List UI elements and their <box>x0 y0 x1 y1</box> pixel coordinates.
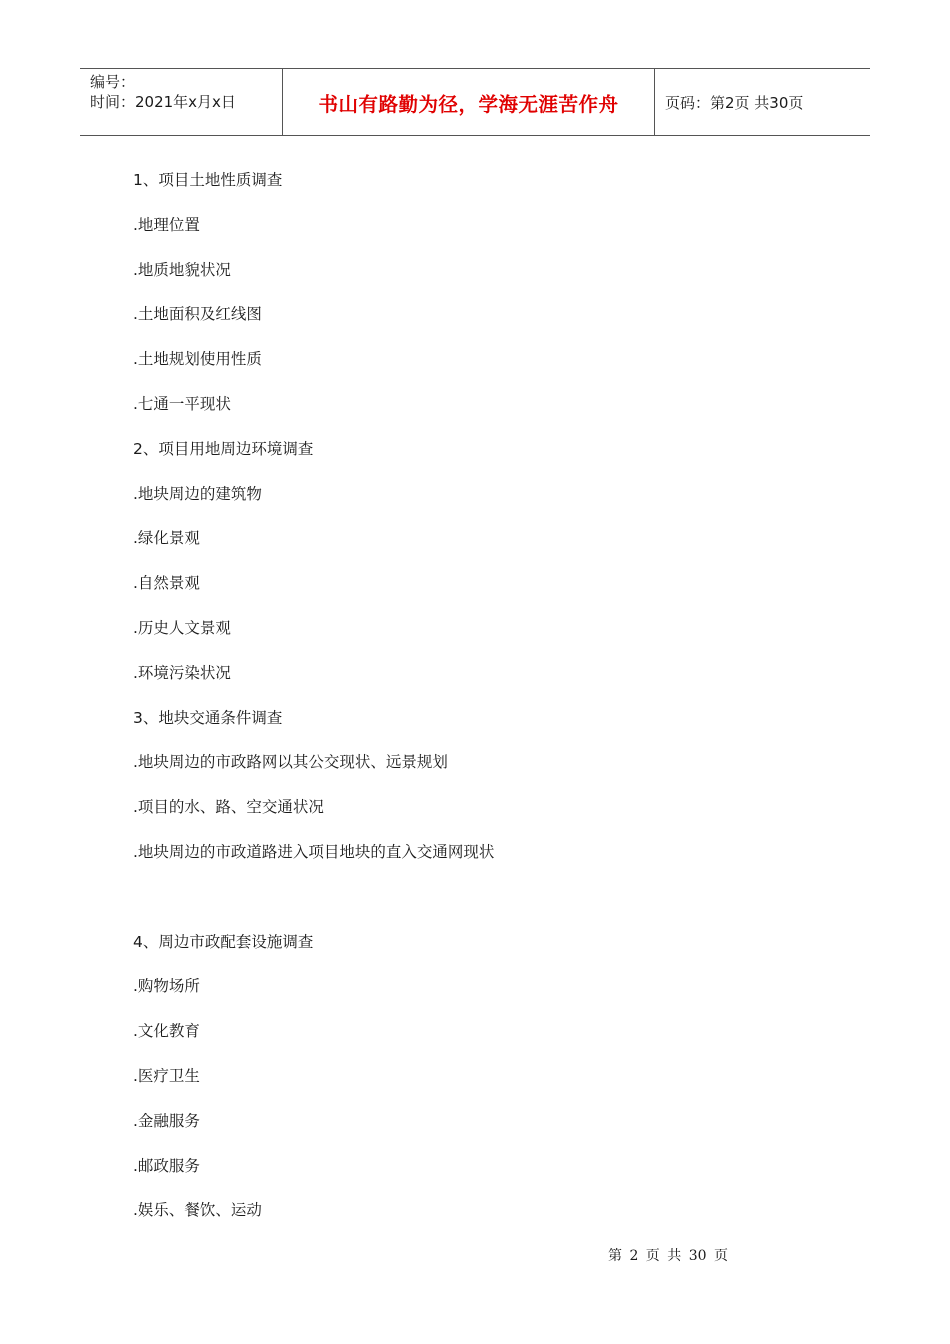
document-body <box>133 166 494 1241</box>
list-item: .娱乐、餐饮、运动 <box>133 1201 262 1220</box>
number-label: 编号： <box>90 73 136 91</box>
header-middle-cell <box>282 69 655 135</box>
list-item: .自然景观 <box>133 574 200 593</box>
section-heading: 2、项目用地周边环境调查 <box>133 439 314 458</box>
list-item: .邮政服务 <box>133 1156 200 1175</box>
list-item: .土地规划使用性质 <box>133 350 262 369</box>
list-item: .金融服务 <box>133 1111 200 1130</box>
list-item: .地质地貌状况 <box>133 260 231 279</box>
section-heading: 1、项目土地性质调查 <box>133 171 283 189</box>
list-item: .购物场所 <box>133 977 200 996</box>
page-indicator: 页码：第2页 共30页 <box>665 93 804 112</box>
header-right-cell <box>655 69 870 135</box>
list-item: .地块周边的市政路网以其公交现状、远景规划 <box>133 753 448 772</box>
list-item: .绿化景观 <box>133 529 200 548</box>
header-left-cell <box>80 69 282 135</box>
section-heading: 3、地块交通条件调查 <box>133 708 283 727</box>
section-heading: 4、周边市政配套设施调查 <box>133 932 314 951</box>
blank-line <box>133 883 494 928</box>
list-item: .七通一平现状 <box>133 394 231 413</box>
list-item: .文化教育 <box>133 1022 200 1041</box>
list-item: .项目的水、路、空交通状况 <box>133 798 324 817</box>
date-label: 时间：2021年x月x日 <box>90 93 236 111</box>
list-item: .土地面积及红线图 <box>133 305 262 324</box>
page-header <box>80 68 870 136</box>
page-footer: 第 2 页 共 30 页 <box>608 1248 728 1264</box>
list-item: .历史人文景观 <box>133 618 231 637</box>
list-item: .地块周边的建筑物 <box>133 484 262 503</box>
list-item: .地块周边的市政道路进入项目地块的直入交通网现状 <box>133 842 495 861</box>
motto-text: 书山有路勤为径，学海无涯苦作舟 <box>318 93 619 116</box>
list-item: .环境污染状况 <box>133 663 231 682</box>
list-item: .地理位置 <box>133 215 200 234</box>
list-item: .医疗卫生 <box>133 1066 200 1085</box>
